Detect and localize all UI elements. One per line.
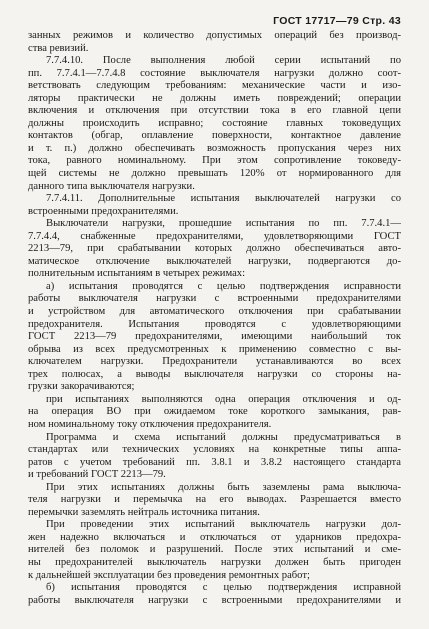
text-line: ГОСТ 2213—79 предохранителями, имеющими наибольший ток <box>28 331 401 343</box>
text-line: предохранителя. Испытания проводятся с удовлетворяющими <box>28 318 401 330</box>
text-line: щей системы не должно превышать 120% от нормированного для <box>28 168 401 180</box>
page-header: ГОСТ 17717—79 Стр. 43 <box>273 15 401 27</box>
text-line: грузки закорачиваются; <box>28 381 135 393</box>
text-line: Программа и схема испытаний должны предусматриваться в <box>46 431 401 443</box>
text-line: ключателем нагрузки. Предохранители устанавливаются во всех <box>28 356 401 368</box>
text-line: полнительным испытаниям в четырех режимах: <box>28 268 246 280</box>
text-line: б) испытания проводятся с целью подтверждения исправной <box>46 582 401 594</box>
text-line: контактов (обгар, оплавление поверхности, контактное давление <box>28 130 401 142</box>
text-line: включения и отключения при отсутствии тока в его главной цепи <box>28 105 401 117</box>
text-line: при испытаниях выполняются одна операция отключения и од- <box>46 393 401 405</box>
text-line: работы выключателя нагрузки с встроенными предохранителями <box>28 293 401 305</box>
text-line: 2213—79, при срабатывании которых должно обеспечиваться авто- <box>28 243 401 255</box>
text-line: на операция ВО при ожидаемом токе короткого замыкания, рав- <box>28 406 401 418</box>
text-line: Выключатели нагрузки, прошедшие испытания по пп. 7.7.4.1— <box>46 218 401 230</box>
text-line: а) испытания проводятся с целью подтверждения исправности <box>46 280 401 292</box>
text-line: трех полюсах, а выводы выключателя нагрузки со стороны на- <box>28 368 401 380</box>
text-line: При этих испытаниях должны быть заземлены рама выключа- <box>46 481 401 493</box>
text-line: ветствовать следующим требованиям: механические части и изо- <box>28 80 401 92</box>
text-line: обрыва из всех предусмотренных к применению совместно с вы- <box>28 343 401 355</box>
text-line: При проведении этих испытаний выключатель нагрузки дол- <box>46 519 401 531</box>
text-line: ства ревизий. <box>28 42 89 54</box>
text-line: 7.7.4.4, снабженные предохранителями, удовлетворяющими ГОСТ <box>28 230 401 242</box>
text-line: стандартах или технических условиях на конкретные типы аппа- <box>28 444 401 456</box>
document-body <box>28 30 401 607</box>
text-line: ляторы практически не должны иметь повреждений; операции <box>28 92 401 104</box>
text-line: к дальнейшей эксплуатации без проведения ремонтных работ; <box>28 569 310 581</box>
text-line: встроенными предохранителями. <box>28 205 179 217</box>
text-line: должны происходить исправно; состояние главных токоведущих <box>28 117 401 129</box>
text-line: пп. 7.7.4.1—7.7.4.8 состояние выключателя нагрузки должно соот- <box>28 67 401 79</box>
text-line: перемычки заземлять нейтраль источника питания. <box>28 506 260 518</box>
text-line: нителей без поломок и разрушений. После этих испытаний и сме- <box>28 544 401 556</box>
text-line: теля нагрузки и перемычка на его выводах. Разрешается вместо <box>28 494 401 506</box>
text-line: работы выключателя нагрузки с встроенными предохранителями и <box>28 594 401 606</box>
text-line: жен надежно включаться и отключаться от ударников предохра- <box>28 531 401 543</box>
text-line: ном номинальному току отключения предохранителя. <box>28 418 272 430</box>
text-line: матическое отключение выключателей нагрузки, подвергаются до- <box>28 255 401 267</box>
text-line: и т. п.) должно обеспечивать возможность пропускания через них <box>28 142 401 154</box>
text-line: ны предохранителей выключатель нагрузки должен быть пригоден <box>28 556 401 568</box>
text-line: тока, равного номинальному. При этом сопротивление токоведу- <box>28 155 401 167</box>
text-line: 7.7.4.11. Дополнительные испытания выключателей нагрузки со <box>46 193 401 205</box>
text-line: и требований ГОСТ 2213—79. <box>28 469 166 481</box>
text-line: 7.7.4.10. После выполнения любой серии испытаний по <box>46 55 401 67</box>
text-line: ратов с учетом требований пп. 3.8.1 и 3.8.2 настоящего стандарта <box>28 456 401 468</box>
text-line: и устройством для автоматического отключения при срабатывании <box>28 306 401 318</box>
text-line: данного типа выключателя нагрузки. <box>28 180 195 192</box>
text-line: занных режимов и количество допустимых операций без производ- <box>28 30 401 41</box>
